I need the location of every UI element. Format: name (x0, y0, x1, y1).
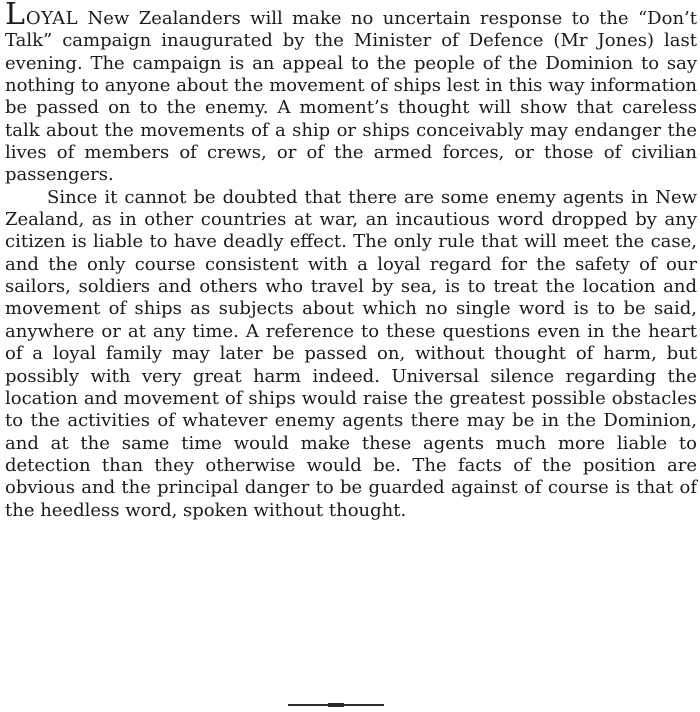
newspaper-article (5, 0, 697, 522)
drop-cap-letter: L (5, 0, 26, 32)
article-paragraph-2 (5, 187, 697, 522)
article-paragraph-1 (5, 0, 697, 187)
paragraph-1-text: New Zealanders will make no uncertain response to the “Don’t Talk” campaign inaugurated by the Minister of Defence (Mr Jones) last evening. The campaign is an appeal to the people of the Dominion to say nothing to anyone about the movement of ships lest in this way information be passed on to the enemy. A moment’s thought will show that careless talk about the movements of a ship or ships conceivably may endanger the lives of members of crews, or of the armed forces, or those of civilian passengers. (5, 8, 697, 186)
section-divider-rule (288, 704, 384, 706)
paragraph-2-text: Since it cannot be doubted that there are some enemy agents in New Zealand, as in other countries at war, an incautious word dropped by any citizen is liable to have deadly effect. The only rule that will meet the case, and the only course consistent with a loyal regard for the safety of our sailors, soldiers and others who travel by sea, is to treat the location and movement of ships as subjects about which no single word is to be said, anywhere or at any time. A reference to these questions even in the heart of a loyal family may later be passed on, without thought of harm, but possibly with very great harm indeed. Universal silence regarding the location and movement of ships would raise the greatest possible obstacles to the activities of whatever enemy agents there may be in the Dominion, and at the same time would make these agents much more liable to detection than they otherwise would be. The facts of the position are obvious and the principal danger to be guarded against of course is that of the heedless word, spoken without thought. (5, 186, 697, 521)
lead-word-caps: OYAL (25, 8, 79, 29)
